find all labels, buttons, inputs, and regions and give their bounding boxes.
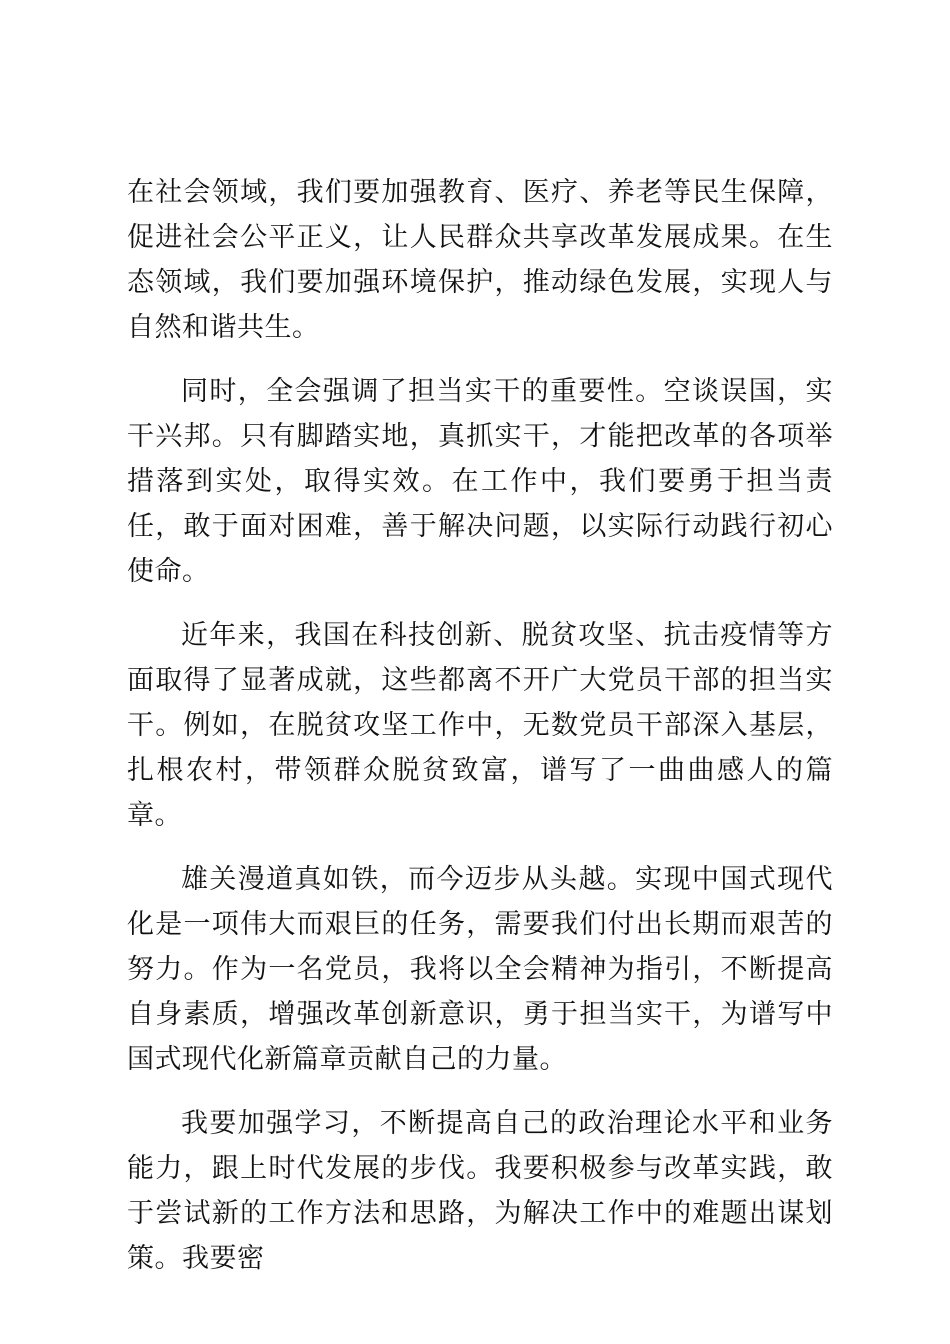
paragraph-personal-commitment: 我要加强学习，不断提高自己的政治理论水平和业务能力，跟上时代发展的步伐。我要积极参与改革实践，敢于尝试新的工作方法和思路，为解决工作中的难题出谋划策。我要密 bbox=[127, 1108, 833, 1274]
document-body bbox=[127, 170, 833, 1300]
paragraph-take-responsibility: 同时，全会强调了担当实干的重要性。空谈误国，实干兴邦。只有脚踏实地，真抓实干，才能把改革的各项举措落到实处，取得实效。在工作中，我们要勇于担当责任，敢于面对困难，善于解决问题，以实际行动践行初心使命。 bbox=[127, 376, 833, 587]
paragraph-modernization-task: 雄关漫道真如铁，而今迈步从头越。实现中国式现代化是一项伟大而艰巨的任务，需要我们付出长期而艰苦的努力。作为一名党员，我将以全会精神为指引，不断提高自身素质，增强改革创新意识，勇于担当实干，为谱写中国式现代化新篇章贡献自己的力量。 bbox=[127, 864, 833, 1075]
paragraph-recent-achievements: 近年来，我国在科技创新、脱贫攻坚、抗击疫情等方面取得了显著成就，这些都离不开广大党员干部的担当实干。例如，在脱贫攻坚工作中，无数党员干部深入基层，扎根农村，带领群众脱贫致富，谱写了一曲曲感人的篇章。 bbox=[127, 620, 833, 831]
paragraph-social-ecological: 在社会领域，我们要加强教育、医疗、养老等民生保障，促进社会公平正义，让人民群众共享改革发展成果。在生态领域，我们要加强环境保护，推动绿色发展，实现人与自然和谐共生。 bbox=[127, 177, 833, 343]
